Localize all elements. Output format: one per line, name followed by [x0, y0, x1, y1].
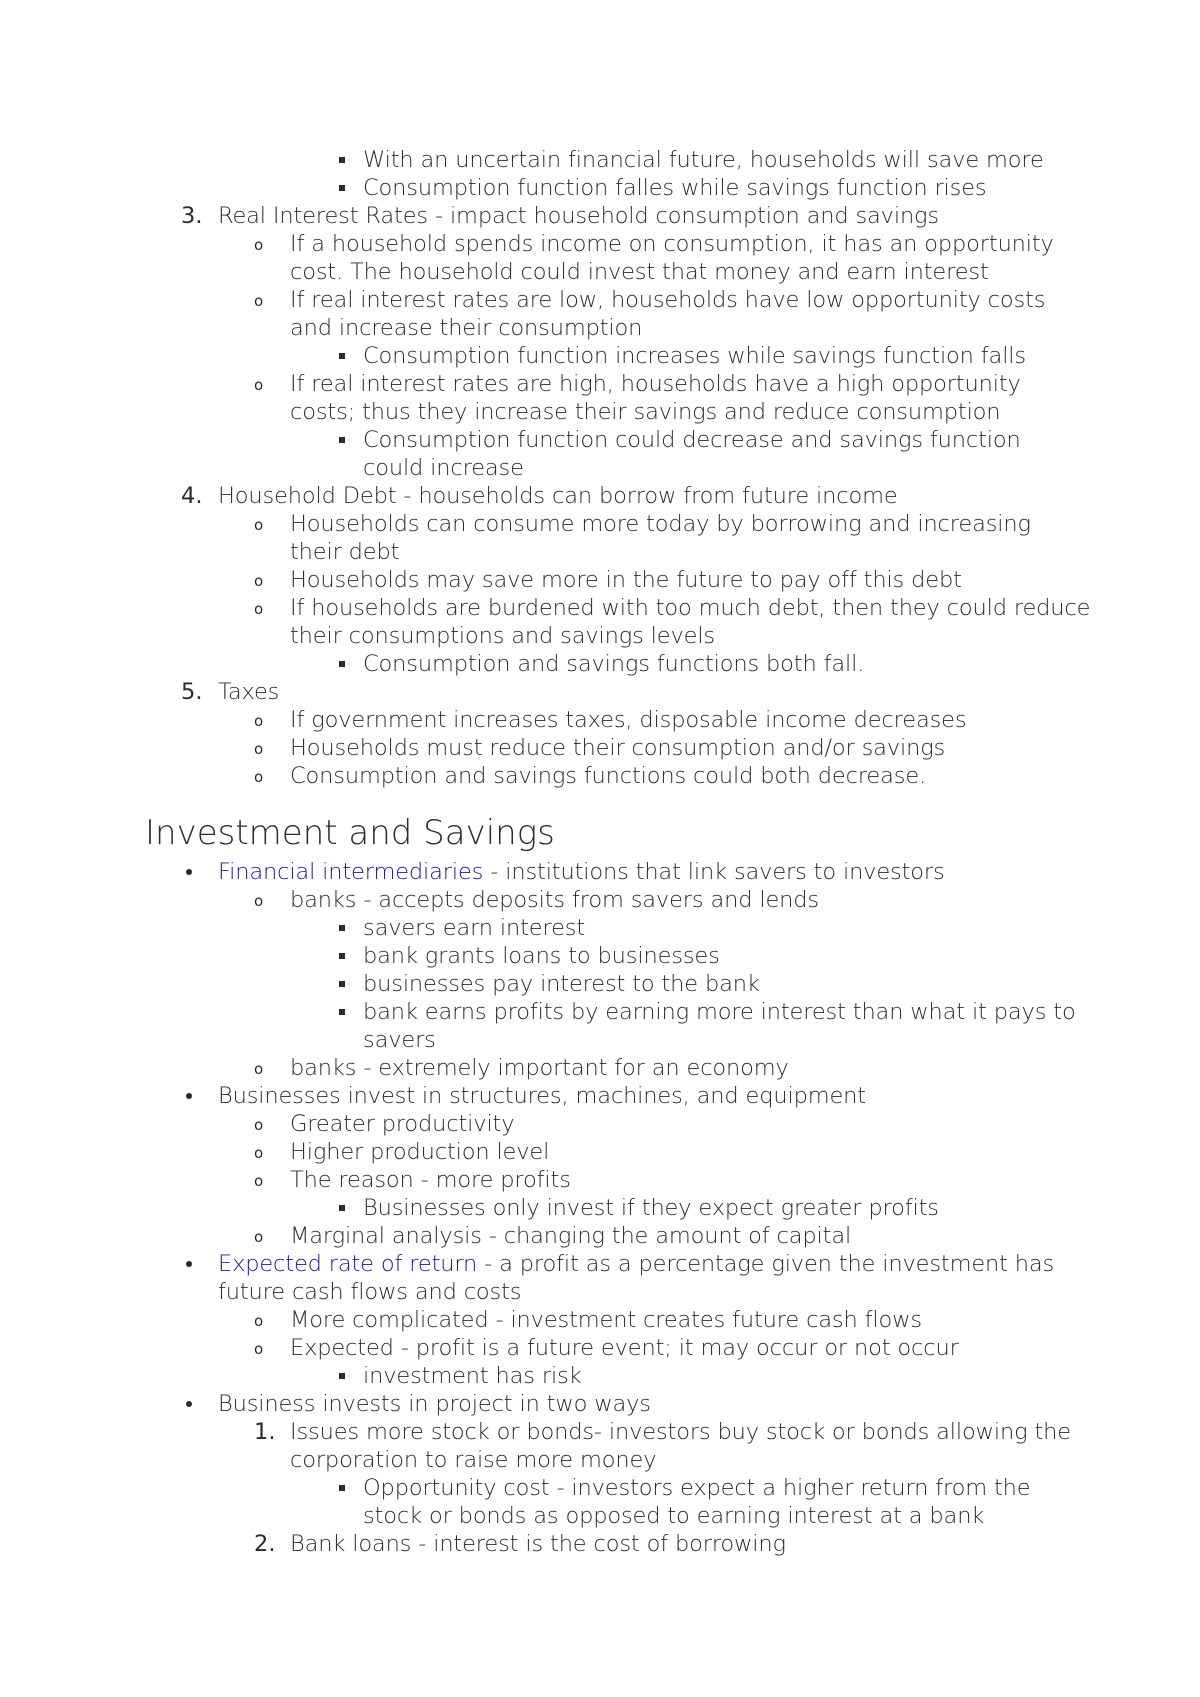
- square-bullet-icon: [339, 925, 345, 931]
- circle-bullet-icon: o: [254, 1060, 264, 1078]
- list-number: 4.: [181, 483, 203, 509]
- list-item: banks - extremely important for an economy: [290, 1055, 789, 1081]
- list-item-continuation: their debt: [290, 539, 400, 565]
- list-item: Businesses only invest if they expect greater profits: [363, 1195, 939, 1221]
- term-link: Financial intermediaries: [218, 859, 484, 885]
- list-item-continuation: corporation to raise more money: [290, 1447, 657, 1473]
- square-bullet-icon: [339, 437, 345, 443]
- list-item: businesses pay interest to the bank: [363, 971, 760, 997]
- list-item: bank earns profits by earning more interest than what it pays to: [363, 999, 1076, 1025]
- list-item: Opportunity cost - investors expect a higher return from the: [363, 1475, 1031, 1501]
- list-number: 3.: [181, 203, 203, 229]
- list-item: Consumption function could decrease and savings function: [363, 427, 1021, 453]
- list-item: Consumption and savings functions could both decrease.: [290, 763, 927, 789]
- list-number: 2.: [254, 1531, 276, 1557]
- list-item: Consumption function falles while savings function rises: [363, 175, 987, 201]
- list-item-continuation: cost. The household could invest that money and earn interest: [290, 259, 989, 285]
- list-item: savers earn interest: [363, 915, 586, 941]
- bullet-dot-icon: [186, 1093, 192, 1099]
- square-bullet-icon: [339, 1485, 345, 1491]
- list-item: More complicated - investment creates future cash flows: [290, 1307, 922, 1333]
- square-bullet-icon: [339, 157, 345, 163]
- list-item: banks - accepts deposits from savers and lends: [290, 887, 819, 913]
- circle-bullet-icon: o: [254, 1312, 264, 1330]
- bullet-dot-icon: [186, 869, 192, 875]
- square-bullet-icon: [339, 1009, 345, 1015]
- list-item: [218, 1250, 1054, 1278]
- bullet-dot-icon: [186, 1401, 192, 1407]
- square-bullet-icon: [339, 661, 345, 667]
- list-item: Consumption and savings functions both fall.: [363, 651, 865, 677]
- list-item: If real interest rates are high, households have a high opportunity: [290, 371, 1021, 397]
- circle-bullet-icon: o: [254, 712, 264, 730]
- circle-bullet-icon: o: [254, 768, 264, 786]
- square-bullet-icon: [339, 1205, 345, 1211]
- circle-bullet-icon: o: [254, 1172, 264, 1190]
- list-item-continuation: savers: [363, 1027, 436, 1053]
- circle-bullet-icon: o: [254, 572, 264, 590]
- circle-bullet-icon: o: [254, 1340, 264, 1358]
- square-bullet-icon: [339, 953, 345, 959]
- circle-bullet-icon: o: [254, 516, 264, 534]
- circle-bullet-icon: o: [254, 1116, 264, 1134]
- circle-bullet-icon: o: [254, 1228, 264, 1246]
- circle-bullet-icon: o: [254, 740, 264, 758]
- square-bullet-icon: [339, 1373, 345, 1379]
- list-number: 5.: [181, 679, 203, 705]
- circle-bullet-icon: o: [254, 892, 264, 910]
- circle-bullet-icon: o: [254, 292, 264, 310]
- square-bullet-icon: [339, 185, 345, 191]
- list-item: Issues more stock or bonds- investors buy stock or bonds allowing the: [290, 1419, 1071, 1445]
- list-item: Consumption function increases while savings function falls: [363, 343, 1026, 369]
- list-item: investment has risk: [363, 1363, 582, 1389]
- definition-text: - institutions that link savers to investors: [483, 859, 945, 885]
- list-item: Business invests in project in two ways: [218, 1391, 651, 1417]
- list-item: Higher production level: [290, 1139, 550, 1165]
- list-item: If a household spends income on consumption, it has an opportunity: [290, 231, 1054, 257]
- list-item: If government increases taxes, disposable income decreases: [290, 707, 967, 733]
- list-item: If real interest rates are low, households have low opportunity costs: [290, 287, 1046, 313]
- square-bullet-icon: [339, 981, 345, 987]
- definition-text: - a profit as a percentage given the investment has: [477, 1251, 1055, 1277]
- section-heading: Investment and Savings: [145, 813, 555, 853]
- list-item-continuation: and increase their consumption: [290, 315, 643, 341]
- list-item: Bank loans - interest is the cost of borrowing: [290, 1531, 786, 1557]
- list-item-continuation: future cash flows and costs: [218, 1279, 522, 1305]
- list-item: Households can consume more today by borrowing and increasing: [290, 511, 1031, 537]
- list-item: Expected - profit is a future event; it may occur or not occur: [290, 1335, 959, 1361]
- list-item: Taxes: [218, 679, 280, 705]
- circle-bullet-icon: o: [254, 1144, 264, 1162]
- circle-bullet-icon: o: [254, 600, 264, 618]
- bullet-dot-icon: [186, 1261, 192, 1267]
- list-item: The reason - more profits: [290, 1167, 571, 1193]
- list-number: 1.: [254, 1419, 276, 1445]
- list-item: Households must reduce their consumption and/or savings: [290, 735, 946, 761]
- list-item: Real Interest Rates - impact household consumption and savings: [218, 203, 939, 229]
- list-item: Businesses invest in structures, machines, and equipment: [218, 1083, 866, 1109]
- circle-bullet-icon: o: [254, 236, 264, 254]
- list-item: With an uncertain financial future, households will save more: [363, 147, 1044, 173]
- square-bullet-icon: [339, 353, 345, 359]
- list-item: Greater productivity: [290, 1111, 515, 1137]
- list-item: Marginal analysis - changing the amount of capital: [290, 1223, 852, 1249]
- term-link: Expected rate of return: [218, 1251, 478, 1277]
- list-item-continuation: stock or bonds as opposed to earning interest at a bank: [363, 1503, 985, 1529]
- list-item-continuation: their consumptions and savings levels: [290, 623, 716, 649]
- list-item: If households are burdened with too much debt, then they could reduce: [290, 595, 1091, 621]
- list-item: bank grants loans to businesses: [363, 943, 720, 969]
- list-item: [218, 858, 945, 886]
- circle-bullet-icon: o: [254, 376, 264, 394]
- list-item: Household Debt - households can borrow from future income: [218, 483, 898, 509]
- list-item-continuation: could increase: [363, 455, 524, 481]
- list-item: Households may save more in the future to pay off this debt: [290, 567, 962, 593]
- list-item-continuation: costs; thus they increase their savings and reduce consumption: [290, 399, 1001, 425]
